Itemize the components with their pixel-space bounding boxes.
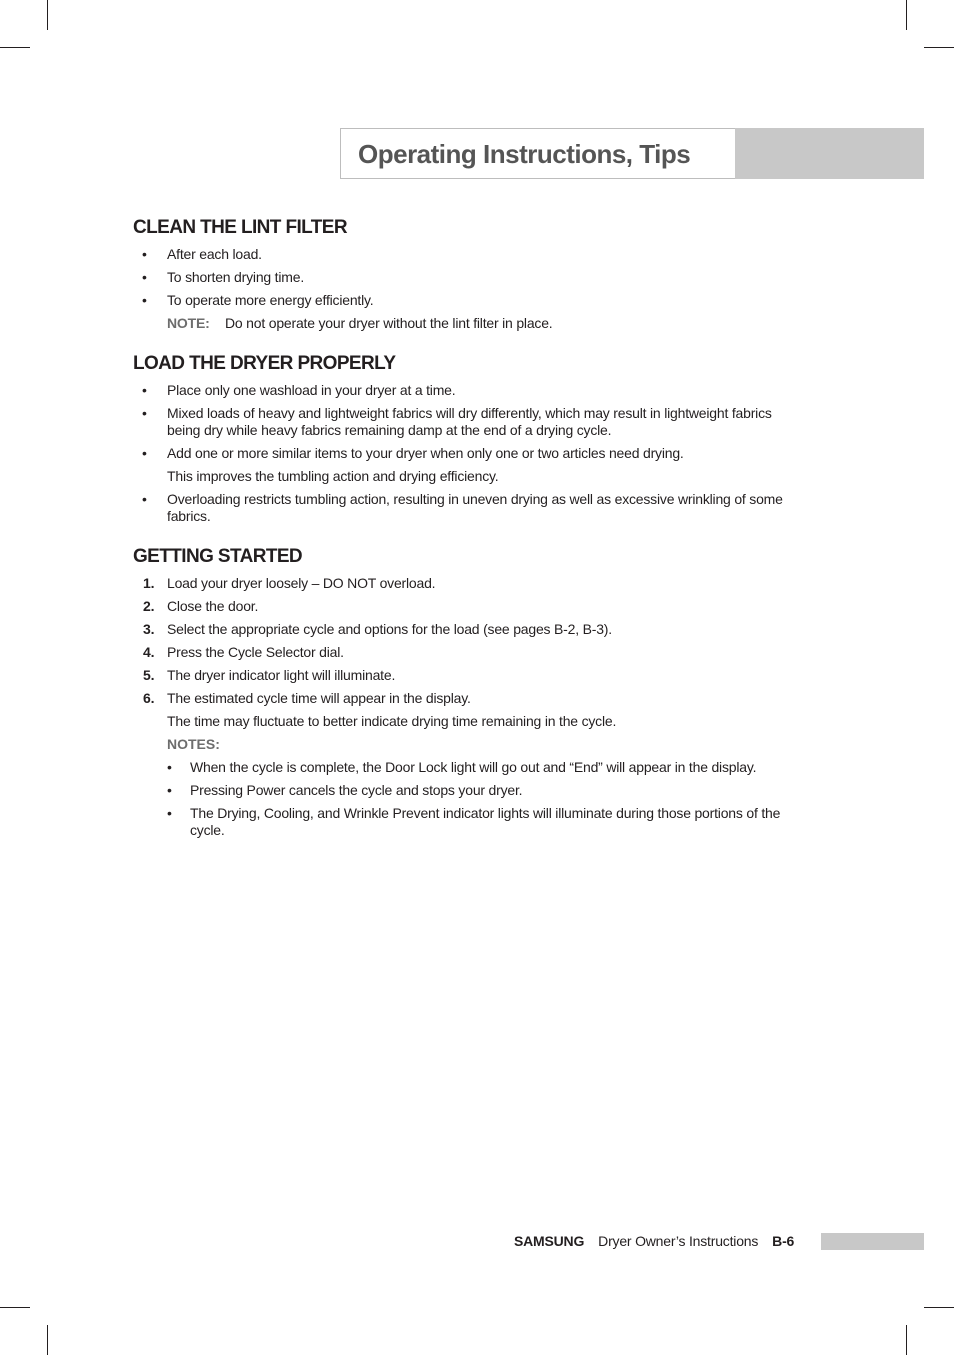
- step-item: 4. Press the Cycle Selector dial.: [143, 644, 344, 660]
- note: [133, 315, 793, 332]
- section-heading: CLEAN THE LINT FILTER: [133, 217, 347, 238]
- crop-mark: [906, 0, 907, 30]
- bullet-icon: •: [142, 405, 147, 421]
- step-followup: The time may fluctuate to better indicate drying time remaining in the cycle.: [167, 713, 617, 729]
- footer-doc-title: Dryer Owner’s Instructions: [598, 1233, 759, 1249]
- crop-mark: [47, 1325, 48, 1355]
- list-item: • To operate more energy efficiently.: [142, 292, 374, 308]
- list-item: • Add one or more similar items to your dryer when only one or two articles need drying.: [142, 445, 684, 461]
- note-label: NOTE:: [167, 315, 210, 331]
- note-item: • Pressing Power cancels the cycle and stops your dryer.: [167, 782, 523, 798]
- footer-gray-bar: [821, 1233, 924, 1250]
- bullet-icon: •: [142, 445, 147, 461]
- notes-list: [133, 759, 793, 839]
- bullet-list: [133, 382, 793, 462]
- note-item: • The Drying, Cooling, and Wrinkle Prevent indicator lights will illuminate during those portions of the cycle.: [167, 805, 781, 838]
- step-item: 2. Close the door.: [143, 598, 259, 614]
- bullet-icon: •: [167, 805, 172, 821]
- page-title: Operating Instructions, Tips: [358, 139, 691, 169]
- page-number: B-6: [772, 1233, 795, 1249]
- step-number: 3.: [143, 621, 155, 637]
- step-number: 6.: [143, 690, 155, 706]
- list-item: • Mixed loads of heavy and lightweight fabrics will dry differently, which may result in lightweight fabrics being dry while heavy fabrics remaining damp at the end of a drying cycle.: [142, 405, 772, 438]
- bullet-list: [133, 246, 793, 309]
- crop-mark: [47, 0, 48, 30]
- item-followup: This improves the tumbling action and drying efficiency.: [167, 468, 499, 484]
- crop-mark: [0, 47, 30, 48]
- step-item: 6. The estimated cycle time will appear in the display.: [143, 690, 471, 706]
- section-getting-started: [133, 545, 793, 839]
- step-item: 1. Load your dryer loosely – DO NOT overload.: [143, 575, 436, 591]
- numbered-list: [133, 575, 793, 707]
- step-item: 3. Select the appropriate cycle and options for the load (see pages B-2, B-3).: [143, 621, 612, 637]
- crop-mark: [0, 1307, 30, 1308]
- footer-brand: SAMSUNG: [514, 1233, 585, 1249]
- bullet-icon: •: [142, 491, 147, 507]
- step-number: 2.: [143, 598, 155, 614]
- bullet-icon: •: [142, 269, 147, 285]
- header-gray-bar: [735, 128, 924, 179]
- step-item: 5. The dryer indicator light will illuminate.: [143, 667, 396, 683]
- list-item: • Overloading restricts tumbling action, resulting in uneven drying as well as excessive wrinkling of some fabrics.: [142, 491, 783, 524]
- bullet-icon: •: [167, 759, 172, 775]
- document-body: [133, 216, 793, 859]
- page-header: [340, 128, 735, 179]
- crop-mark: [924, 47, 954, 48]
- list-item: • After each load.: [142, 246, 262, 262]
- section-heading: LOAD THE DRYER PROPERLY: [133, 353, 396, 374]
- note-item: • When the cycle is complete, the Door Lock light will go out and “End” will appear in the display.: [167, 759, 757, 775]
- bullet-icon: •: [142, 292, 147, 308]
- notes-label: NOTES:: [167, 736, 220, 752]
- section-load-dryer: [133, 352, 793, 525]
- section-heading: GETTING STARTED: [133, 546, 303, 567]
- section-clean-lint-filter: [133, 216, 793, 332]
- bullet-icon: •: [142, 382, 147, 398]
- step-number: 4.: [143, 644, 155, 660]
- crop-mark: [906, 1325, 907, 1355]
- note-text: Do not operate your dryer without the lint filter in place.: [225, 315, 553, 331]
- page-footer: [514, 1233, 794, 1250]
- bullet-icon: •: [142, 246, 147, 262]
- bullet-icon: •: [167, 782, 172, 798]
- list-item: • Place only one washload in your dryer at a time.: [142, 382, 456, 398]
- list-item: • To shorten drying time.: [142, 269, 305, 285]
- step-number: 1.: [143, 575, 155, 591]
- crop-mark: [924, 1307, 954, 1308]
- bullet-list: [133, 491, 793, 525]
- step-number: 5.: [143, 667, 155, 683]
